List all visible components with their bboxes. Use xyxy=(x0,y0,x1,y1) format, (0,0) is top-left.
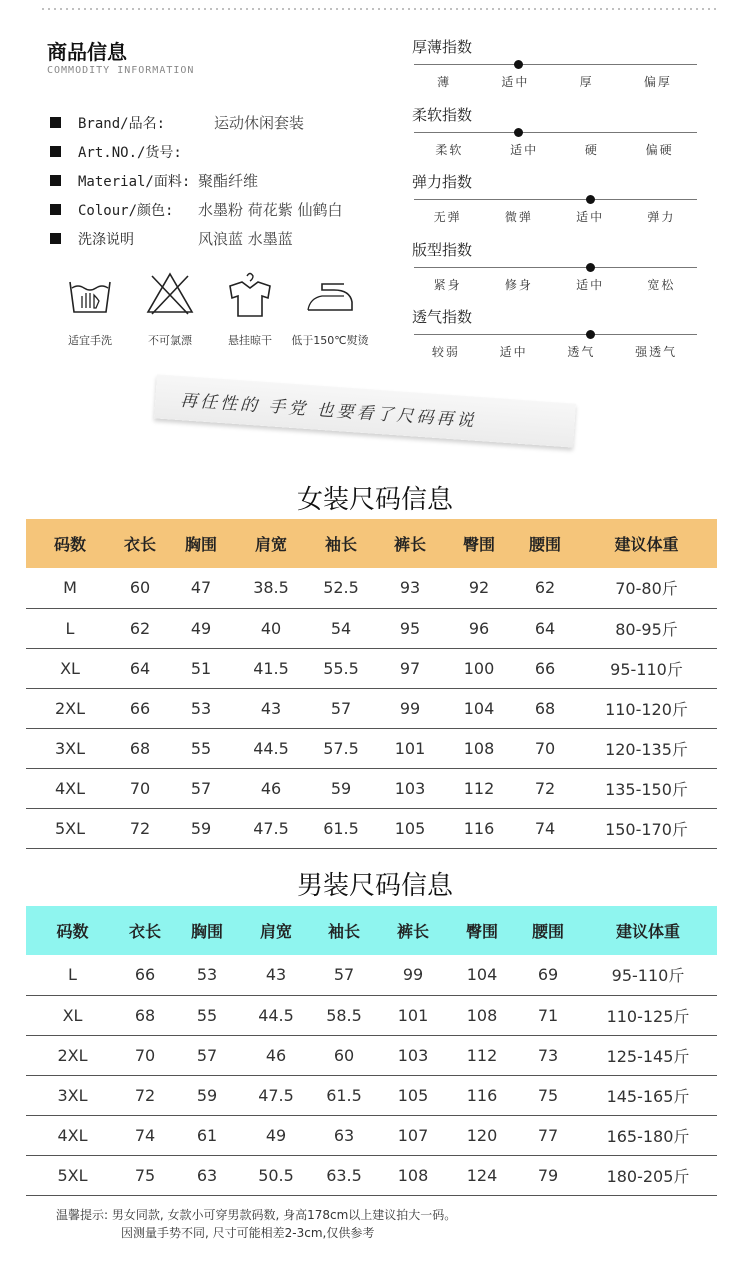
attribute-row xyxy=(50,137,343,166)
index-scale-line xyxy=(414,334,697,335)
table-header-cell: 袖长 xyxy=(309,906,379,955)
attribute-value: 聚酯纤维 xyxy=(198,172,259,190)
table-cell: 116 xyxy=(447,1075,517,1115)
index-thickness xyxy=(412,36,697,104)
table-row xyxy=(26,648,717,688)
care-label: 悬挂晾干 xyxy=(228,334,272,347)
index-label: 强透气 xyxy=(635,345,678,359)
table-header-cell: 臀围 xyxy=(444,519,514,568)
table-cell: 95-110斤 xyxy=(579,955,717,995)
table-cell: 47.5 xyxy=(243,1075,309,1115)
index-breathability xyxy=(412,306,697,374)
table-cell: 101 xyxy=(376,728,444,768)
top-dotted-border xyxy=(40,8,716,10)
attribute-key: Brand/品名: xyxy=(78,115,166,132)
table-cell: 52.5 xyxy=(306,568,376,608)
table-cell: 5XL xyxy=(26,808,114,848)
table-row xyxy=(26,728,717,768)
index-label: 适中 xyxy=(576,277,605,292)
attribute-key: Material/面料: xyxy=(78,173,191,190)
table-cell: 96 xyxy=(444,608,514,648)
care-item xyxy=(210,268,290,348)
table-cell: 44.5 xyxy=(236,728,306,768)
table-cell: 107 xyxy=(379,1115,447,1155)
table-cell: 68 xyxy=(119,995,171,1035)
table-body xyxy=(26,568,717,848)
table-cell: 72 xyxy=(514,768,576,808)
index-label: 厚 xyxy=(579,75,594,89)
table-header-row xyxy=(26,906,717,955)
table-cell: 49 xyxy=(243,1115,309,1155)
table-header-cell: 肩宽 xyxy=(243,906,309,955)
index-label: 薄 xyxy=(437,75,452,89)
table-cell: 75 xyxy=(119,1155,171,1195)
table-cell: L xyxy=(26,608,114,648)
index-title: 柔软指数 xyxy=(412,105,473,124)
table-cell: 108 xyxy=(379,1155,447,1195)
table-cell: 2XL xyxy=(26,1035,119,1075)
square-bullet-icon xyxy=(50,204,61,215)
note-line: 因测量手势不同, 尺寸可能相差2-3cm,仅供参考 xyxy=(121,1226,375,1240)
table-cell: 62 xyxy=(114,608,166,648)
table-cell: 108 xyxy=(447,995,517,1035)
table-header-cell: 腰围 xyxy=(517,906,579,955)
table-cell: 60 xyxy=(114,568,166,608)
table-header-cell: 胸围 xyxy=(166,519,236,568)
table-cell: 57 xyxy=(166,768,236,808)
index-label: 适中 xyxy=(501,75,530,89)
table-cell: 44.5 xyxy=(243,995,309,1035)
table-cell: 46 xyxy=(243,1035,309,1075)
table-header-cell: 建议体重 xyxy=(576,519,717,568)
table-cell: 50.5 xyxy=(243,1155,309,1195)
table-cell: M xyxy=(26,568,114,608)
index-fit xyxy=(412,239,697,307)
table-cell: XL xyxy=(26,648,114,688)
slogan-text: 再任性的 手党 也要看了尺码再说 xyxy=(179,390,477,432)
table-row xyxy=(26,688,717,728)
attribute-key: 洗涤说明 xyxy=(78,231,134,248)
table-header-cell: 肩宽 xyxy=(236,519,306,568)
index-label: 柔软 xyxy=(435,142,464,157)
info-subtitle: COMMODITY INFORMATION xyxy=(47,65,195,76)
table-cell: 165-180斤 xyxy=(579,1115,717,1155)
table-cell: 63 xyxy=(171,1155,243,1195)
table-cell: 63 xyxy=(309,1115,379,1155)
index-label: 适中 xyxy=(510,142,539,157)
table-cell: 74 xyxy=(119,1115,171,1155)
care-item xyxy=(130,268,210,348)
index-title: 厚薄指数 xyxy=(412,38,473,56)
table-cell: 57.5 xyxy=(306,728,376,768)
table-cell: 5XL xyxy=(26,1155,119,1195)
index-label: 偏硬 xyxy=(645,142,674,157)
table-header-cell: 衣长 xyxy=(114,519,166,568)
index-marker xyxy=(514,60,523,69)
table-cell: 68 xyxy=(514,688,576,728)
table-cell: 3XL xyxy=(26,1075,119,1115)
table-cell: 135-150斤 xyxy=(576,768,717,808)
table-cell: 55.5 xyxy=(306,648,376,688)
index-scale-line xyxy=(414,199,697,200)
index-scale-line xyxy=(414,132,697,133)
hand-wash-icon xyxy=(64,268,116,320)
table-cell: 112 xyxy=(447,1035,517,1075)
attribute-value: 水墨粉 荷花紫 仙鹤白 xyxy=(198,201,343,219)
table-cell: XL xyxy=(26,995,119,1035)
table-cell: 54 xyxy=(306,608,376,648)
table-cell: 59 xyxy=(306,768,376,808)
table-header-cell: 裤长 xyxy=(376,519,444,568)
index-label: 无弹 xyxy=(433,210,462,224)
attribute-row xyxy=(50,224,343,253)
table-row xyxy=(26,1075,717,1115)
attribute-value: 风浪蓝 水墨蓝 xyxy=(198,230,293,248)
table-cell: 4XL xyxy=(26,1115,119,1155)
table-cell: 70 xyxy=(514,728,576,768)
table-cell: 99 xyxy=(376,688,444,728)
table-cell: 77 xyxy=(517,1115,579,1155)
size-notes xyxy=(56,1206,456,1242)
care-label: 低于150℃熨烫 xyxy=(291,334,369,347)
table-cell: 70 xyxy=(119,1035,171,1075)
attribute-key: Art.NO./货号: xyxy=(78,144,182,161)
table-cell: 66 xyxy=(114,688,166,728)
index-label: 偏厚 xyxy=(643,75,672,89)
table-cell: 72 xyxy=(114,808,166,848)
table-cell: 145-165斤 xyxy=(579,1075,717,1115)
index-label: 适中 xyxy=(499,345,528,359)
table-cell: 100 xyxy=(444,648,514,688)
table-header-cell: 码数 xyxy=(26,906,119,955)
table-cell: 53 xyxy=(171,955,243,995)
table-cell: 99 xyxy=(379,955,447,995)
table-cell: 104 xyxy=(444,688,514,728)
table-cell: 40 xyxy=(236,608,306,648)
index-title: 弹力指数 xyxy=(412,173,473,191)
index-scale-line xyxy=(414,64,697,65)
table-cell: 70 xyxy=(114,768,166,808)
table-cell: 43 xyxy=(243,955,309,995)
table-cell: 38.5 xyxy=(236,568,306,608)
index-scale-line xyxy=(414,267,697,268)
table-cell: 79 xyxy=(517,1155,579,1195)
table-cell: 112 xyxy=(444,768,514,808)
table-cell: 66 xyxy=(514,648,576,688)
index-labels xyxy=(412,141,697,158)
attribute-key: Colour/颜色: xyxy=(78,202,174,219)
table-cell: 108 xyxy=(444,728,514,768)
table-cell: 60 xyxy=(309,1035,379,1075)
table-cell: 124 xyxy=(447,1155,517,1195)
table-cell: 61.5 xyxy=(309,1075,379,1115)
index-marker xyxy=(586,330,595,339)
note-line: 温馨提示: 男女同款, 女款小可穿男款码数, 身高178cm以上建议拍大一码。 xyxy=(56,1208,457,1222)
info-title: 商品信息 xyxy=(47,40,127,64)
index-label: 适中 xyxy=(576,210,605,224)
table-cell: 59 xyxy=(171,1075,243,1115)
table-cell: 64 xyxy=(114,648,166,688)
index-softness xyxy=(412,104,697,172)
table-cell: 70-80斤 xyxy=(576,568,717,608)
table-cell: 105 xyxy=(376,808,444,848)
index-label: 紧身 xyxy=(433,277,462,292)
index-marker xyxy=(514,128,523,137)
table-cell: 68 xyxy=(114,728,166,768)
index-labels xyxy=(412,73,697,90)
index-marker xyxy=(586,263,595,272)
table-body xyxy=(26,955,717,1195)
table-cell: 120 xyxy=(447,1115,517,1155)
care-label: 适宜手洗 xyxy=(68,334,112,347)
index-elasticity xyxy=(412,171,697,239)
table-cell: 95 xyxy=(376,608,444,648)
table-row xyxy=(26,808,717,848)
index-title: 版型指数 xyxy=(412,240,473,259)
table-cell: 41.5 xyxy=(236,648,306,688)
table-cell: 72 xyxy=(119,1075,171,1115)
table-header-cell: 码数 xyxy=(26,519,114,568)
table-cell: 97 xyxy=(376,648,444,688)
index-label: 较弱 xyxy=(431,345,460,359)
table-cell: 51 xyxy=(166,648,236,688)
table-header-cell: 胸围 xyxy=(171,906,243,955)
table-cell: 125-145斤 xyxy=(579,1035,717,1075)
index-label: 硬 xyxy=(584,142,599,157)
table-cell: 80-95斤 xyxy=(576,608,717,648)
index-labels xyxy=(412,208,697,225)
fabric-index-panel xyxy=(412,36,697,374)
table-cell: 59 xyxy=(166,808,236,848)
index-marker xyxy=(586,195,595,204)
men-table-title: 男装尺码信息 xyxy=(296,871,453,901)
table-cell: 74 xyxy=(514,808,576,848)
index-label: 微弹 xyxy=(504,210,533,224)
table-cell: 47 xyxy=(166,568,236,608)
attribute-list xyxy=(50,108,343,253)
index-labels xyxy=(412,276,697,293)
table-cell: 62 xyxy=(514,568,576,608)
attribute-row xyxy=(50,108,343,137)
no-bleach-icon xyxy=(144,268,196,320)
index-label: 透气 xyxy=(567,345,596,359)
table-cell: 46 xyxy=(236,768,306,808)
table-cell: 4XL xyxy=(26,768,114,808)
table-cell: 150-170斤 xyxy=(576,808,717,848)
care-item xyxy=(290,268,370,348)
table-row xyxy=(26,1155,717,1195)
table-cell: 103 xyxy=(379,1035,447,1075)
women-table-title: 女装尺码信息 xyxy=(296,485,453,515)
table-row xyxy=(26,568,717,608)
table-row xyxy=(26,608,717,648)
table-cell: 2XL xyxy=(26,688,114,728)
table-cell: 71 xyxy=(517,995,579,1035)
table-header-cell: 腰围 xyxy=(514,519,576,568)
index-labels xyxy=(412,343,697,360)
table-cell: 61.5 xyxy=(306,808,376,848)
table-cell: 103 xyxy=(376,768,444,808)
table-row xyxy=(26,1115,717,1155)
index-label: 宽松 xyxy=(647,277,676,292)
table-cell: 101 xyxy=(379,995,447,1035)
iron-150-icon xyxy=(304,268,356,320)
table-cell: 57 xyxy=(306,688,376,728)
table-cell: 73 xyxy=(517,1035,579,1075)
table-cell: 49 xyxy=(166,608,236,648)
table-row xyxy=(26,995,717,1035)
table-cell: L xyxy=(26,955,119,995)
table-header-cell: 裤长 xyxy=(379,906,447,955)
table-row xyxy=(26,1035,717,1075)
table-cell: 55 xyxy=(166,728,236,768)
table-cell: 95-110斤 xyxy=(576,648,717,688)
table-row xyxy=(26,955,717,995)
square-bullet-icon xyxy=(50,175,61,186)
women-size-table xyxy=(26,519,717,849)
table-cell: 57 xyxy=(171,1035,243,1075)
hang-dry-icon xyxy=(224,268,276,320)
table-cell: 47.5 xyxy=(236,808,306,848)
index-title: 透气指数 xyxy=(412,308,473,326)
table-cell: 180-205斤 xyxy=(579,1155,717,1195)
table-cell: 58.5 xyxy=(309,995,379,1035)
table-cell: 75 xyxy=(517,1075,579,1115)
table-cell: 105 xyxy=(379,1075,447,1115)
table-cell: 120-135斤 xyxy=(576,728,717,768)
table-cell: 63.5 xyxy=(309,1155,379,1195)
table-header-cell: 臀围 xyxy=(447,906,517,955)
table-cell: 93 xyxy=(376,568,444,608)
table-cell: 3XL xyxy=(26,728,114,768)
square-bullet-icon xyxy=(50,117,61,128)
table-cell: 66 xyxy=(119,955,171,995)
table-cell: 61 xyxy=(171,1115,243,1155)
table-cell: 104 xyxy=(447,955,517,995)
table-cell: 55 xyxy=(171,995,243,1035)
index-label: 修身 xyxy=(504,277,533,292)
table-cell: 53 xyxy=(166,688,236,728)
table-cell: 116 xyxy=(444,808,514,848)
table-header-row xyxy=(26,519,717,568)
table-cell: 110-120斤 xyxy=(576,688,717,728)
index-label: 弹力 xyxy=(647,210,676,224)
square-bullet-icon xyxy=(50,146,61,157)
attribute-row xyxy=(50,195,343,224)
table-cell: 92 xyxy=(444,568,514,608)
table-header-cell: 袖长 xyxy=(306,519,376,568)
attribute-row xyxy=(50,166,343,195)
care-item xyxy=(50,268,130,348)
table-cell: 64 xyxy=(514,608,576,648)
table-cell: 57 xyxy=(309,955,379,995)
square-bullet-icon xyxy=(50,233,61,244)
table-row xyxy=(26,768,717,808)
table-cell: 69 xyxy=(517,955,579,995)
attribute-value: 运动休闲套装 xyxy=(214,114,305,132)
care-instructions xyxy=(50,268,370,348)
men-size-table xyxy=(26,906,717,1196)
table-cell: 43 xyxy=(236,688,306,728)
table-header-cell: 建议体重 xyxy=(579,906,717,955)
table-header-cell: 衣长 xyxy=(119,906,171,955)
table-cell: 110-125斤 xyxy=(579,995,717,1035)
care-label: 不可氯漂 xyxy=(148,334,192,347)
